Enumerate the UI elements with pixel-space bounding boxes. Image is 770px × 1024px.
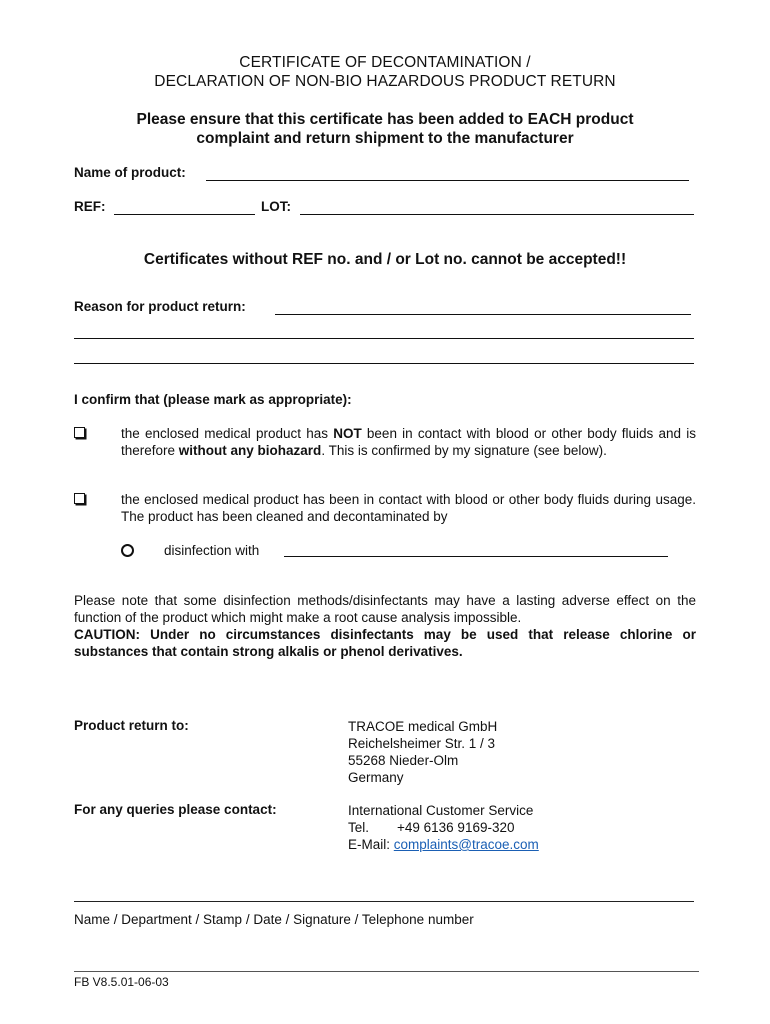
- return-label: Product return to:: [74, 718, 189, 733]
- option1-text-a: the enclosed medical product has: [121, 426, 334, 441]
- option1-bold-not: NOT: [333, 426, 362, 441]
- reason-field-line-3[interactable]: [74, 363, 694, 364]
- option-contact-text: the enclosed medical product has been in contact with blood or other body fluids during usage. The product has been cleaned and decontaminated by: [121, 492, 696, 524]
- contact-tel-label: Tel.: [348, 820, 370, 835]
- lead-line-1: Please ensure that this certificate has been added to EACH product: [136, 111, 634, 128]
- lead-line-2: complaint and return shipment to the manufacturer: [196, 130, 574, 147]
- option-no-contact-text: [121, 425, 696, 459]
- signature-label: Name / Department / Stamp / Date / Signature / Telephone number: [74, 912, 474, 927]
- title-line-1: CERTIFICATE OF DECONTAMINATION /: [239, 54, 531, 71]
- lot-label: LOT:: [261, 199, 291, 214]
- checkbox-icon[interactable]: [74, 493, 85, 504]
- product-name-field[interactable]: [206, 180, 689, 181]
- disinfection-field[interactable]: [284, 556, 668, 557]
- reason-field-line-1[interactable]: [275, 314, 691, 315]
- note-text: Please note that some disinfection methods/disinfectants may have a lasting adverse effect on the function of the product which might make a root cause analysis impossible.: [74, 593, 696, 625]
- reason-field-line-2[interactable]: [74, 338, 694, 339]
- return-city: 55268 Nieder-Olm: [348, 753, 459, 768]
- confirm-heading: I confirm that (please mark as appropriate):: [74, 392, 352, 407]
- ref-lot-warning: Certificates without REF no. and / or Lot no. cannot be accepted!!: [143, 251, 627, 268]
- reason-label: Reason for product return:: [74, 299, 246, 314]
- option1-bold-biohazard: without any biohazard: [178, 443, 322, 458]
- return-street: Reichelsheimer Str. 1 / 3: [348, 736, 496, 751]
- contact-email-link[interactable]: complaints@tracoe.com: [393, 837, 539, 852]
- return-country: Germany: [348, 770, 404, 785]
- ref-label: REF:: [74, 199, 106, 214]
- contact-tel: +49 6136 9169-320: [397, 820, 515, 835]
- product-name-label: Name of product:: [74, 165, 186, 180]
- contact-label: For any queries please contact:: [74, 802, 277, 817]
- return-company: TRACOE medical GmbH: [348, 719, 498, 734]
- footer-code: FB V8.5.01-06-03: [74, 975, 169, 989]
- title-line-2: DECLARATION OF NON-BIO HAZARDOUS PRODUCT RETURN: [154, 73, 616, 90]
- option1-text-c: . This is confirmed by my signature (see below).: [321, 443, 607, 458]
- contact-email-row: [348, 836, 539, 853]
- option1-text-b: been in contact with blood or other body fluids and is therefore: [121, 426, 697, 458]
- contact-dept: International Customer Service: [348, 803, 534, 818]
- lot-field[interactable]: [300, 214, 694, 215]
- footer-divider: [74, 971, 699, 972]
- signature-line[interactable]: [74, 901, 694, 902]
- radio-circle-icon[interactable]: [121, 544, 134, 557]
- checkbox-icon[interactable]: [74, 427, 85, 438]
- disinfection-label: disinfection with: [164, 543, 260, 558]
- contact-email-label: E-Mail:: [348, 837, 391, 852]
- caution-text: CAUTION: Under no circumstances disinfectants may be used that release chlorine or substances that contain strong alkalis or phenol derivatives.: [74, 627, 696, 659]
- ref-field[interactable]: [114, 214, 255, 215]
